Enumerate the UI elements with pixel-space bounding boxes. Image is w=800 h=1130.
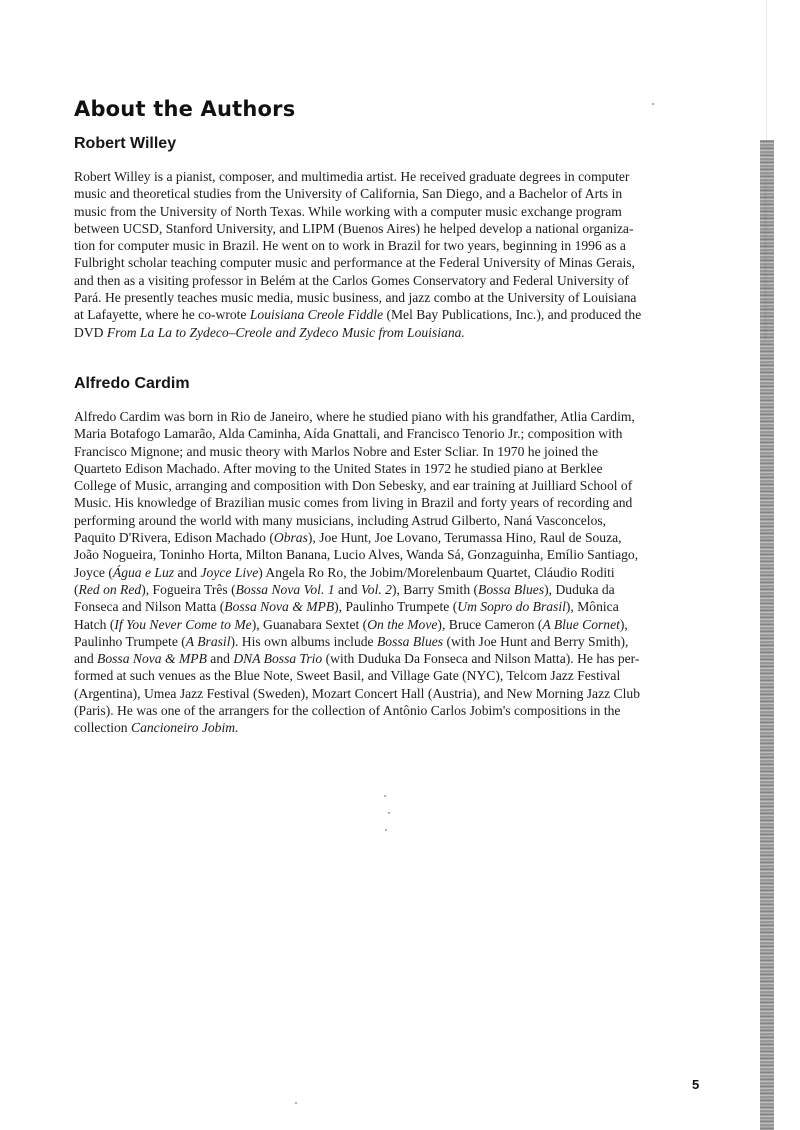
bio-text: and then as a visiting professor in Belém at the Carlos Gomes Conservatory and Federal University of [74, 272, 629, 288]
bio-line [74, 512, 676, 529]
bio-text: ), [619, 616, 628, 632]
bio-line [74, 220, 676, 237]
bio-line [74, 702, 676, 719]
author-bio-alfredo-cardim [74, 408, 676, 737]
bio-text: music from the University of North Texas. While working with a computer music exchange program [74, 203, 622, 219]
bio-text: and [206, 651, 234, 667]
bio-text: formed at such venues as the Blue Note, Sweet Basil, and Village Gate (NYC), Telcom Jazz Festival [74, 668, 621, 684]
bio-text: between UCSD, Stanford University, and LIPM (Buenos Aires) he helped develop a national organiza- [74, 220, 634, 236]
author-bio-robert-willey [74, 168, 676, 341]
bio-title-text: Um Sopro do Brasil [457, 599, 566, 615]
bio-line [74, 633, 676, 650]
bio-title-text: Vol. 2 [360, 581, 392, 597]
bio-text: at Lafayette, where he co-wrote [74, 307, 250, 323]
bio-text: ), Fogueira Três ( [141, 581, 236, 597]
bio-line [74, 494, 676, 511]
bio-text: Pará. He presently teaches music media, music business, and jazz combo at the University of Louisiana [74, 290, 637, 306]
author-name-alfredo-cardim: Alfredo Cardim [74, 375, 190, 392]
bio-line [74, 564, 676, 581]
bio-line [74, 667, 676, 684]
bio-line [74, 616, 676, 633]
bio-title-text: Red on Red [78, 581, 142, 597]
bio-text: Robert Willey is a pianist, composer, and multimedia artist. He received graduate degrees in computer [74, 169, 630, 184]
bio-text: ), Barry Smith ( [391, 581, 479, 597]
bio-text: Alfredo Cardim was born in Rio de Janeiro, where he studied piano with his grandfather, Atlia Cardim, [74, 409, 635, 424]
bio-text: (Argentina), Umea Jazz Festival (Sweden), Mozart Concert Hall (Austria), and New Morning Jazz Club [74, 685, 640, 701]
bio-text: ( [74, 581, 79, 597]
bio-line [74, 546, 676, 563]
page-title: About the Authors [74, 97, 296, 121]
bio-line [74, 324, 676, 341]
bio-line [74, 529, 676, 546]
bio-text: (with Duduka Da Fonseca and Nilson Matta). He has per- [322, 651, 640, 667]
bio-text: Paquito D'Rivera, Edison Machado ( [74, 530, 274, 546]
bio-line [74, 272, 676, 289]
bio-title-text: Louisiana Creole Fiddle [249, 307, 384, 323]
bio-title-text: Bossa Blues [478, 581, 545, 597]
bio-line [74, 185, 676, 202]
bio-line [74, 719, 676, 736]
bio-text: Music. His knowledge of Brazilian music comes from living in Brazil and forty years of recording and [74, 495, 633, 511]
bio-title-text: On the Move [367, 616, 438, 632]
bio-text: ), Guanabara Sextet ( [251, 616, 368, 632]
bio-title-text: Bossa Nova & MPB [224, 599, 335, 615]
bio-text: music and theoretical studies from the University of California, San Diego, and a Bachelor of Arts in [74, 186, 623, 202]
bio-line [74, 443, 676, 460]
page-number: 5 [692, 1077, 700, 1092]
bio-text: ) Angela Ro Ro, the Jobim/Morelenbaum Quartet, Cláudio Roditi [258, 564, 615, 580]
bio-text: DVD [74, 324, 107, 340]
bio-title-text: A Blue Cornet [542, 616, 620, 632]
bio-text: collection [74, 720, 131, 736]
author-name-robert-willey: Robert Willey [74, 135, 177, 152]
bio-line [74, 598, 676, 615]
bio-line [74, 254, 676, 271]
bio-text: Fonseca and Nilson Matta ( [74, 599, 225, 615]
bio-text: Maria Botafogo Lamarão, Alda Caminha, Aída Gnattali, and Francisco Tenorio Jr.; composition with [74, 426, 623, 442]
bio-line [74, 203, 676, 220]
bio-line [74, 477, 676, 494]
bio-text: Joyce ( [74, 564, 113, 580]
scan-speck [295, 1102, 297, 1104]
bio-text: João Nogueira, Toninho Horta, Milton Banana, Lucio Alves, Wanda Sá, Gonzaguinha, Emílio Santiago, [74, 547, 639, 563]
scan-speck [652, 103, 654, 105]
bio-title-text: From La La to Zydeco–Creole and Zydeco Music from Louisiana. [106, 324, 465, 340]
bio-text: Francisco Mignone; and music theory with Marlos Nobre and Ester Scliar. In 1970 he joined the [74, 443, 599, 459]
bio-line [74, 306, 676, 323]
bio-text: tion for computer music in Brazil. He went on to work in Brazil for two years, beginning in 1996 as a [74, 238, 626, 254]
bio-text: Paulinho Trumpete ( [74, 633, 186, 649]
bio-title-text: Bossa Nova Vol. 1 [235, 581, 335, 597]
bio-line [74, 237, 676, 254]
bio-text: ), Joe Hunt, Joe Lovano, Terumassa Hino, Raul de Souza, [307, 530, 622, 546]
bio-text: and [334, 581, 361, 597]
bio-text: Fulbright scholar teaching computer music and performance at the Federal University of Minas Gerais, [74, 255, 635, 271]
bio-text: ), Mônica [565, 599, 619, 615]
bio-text: Hatch ( [74, 616, 115, 632]
scan-speck [388, 812, 390, 814]
bio-line [74, 460, 676, 477]
bio-title-text: Água e Luz [112, 564, 175, 580]
bio-line [74, 425, 676, 442]
bio-text: performing around the world with many musicians, including Astrud Gilberto, Naná Vasconcelos, [74, 512, 607, 528]
bio-text: ), Paulinho Trumpete ( [334, 599, 458, 615]
bio-title-text: If You Never Come to Me [114, 616, 252, 632]
bio-title-text: DNA Bossa Trio [233, 651, 323, 667]
bio-line [74, 289, 676, 306]
bio-text: ), Bruce Cameron ( [437, 616, 543, 632]
scan-speck [385, 829, 387, 831]
bio-text: (Mel Bay Publications, Inc.), and produced the [383, 307, 642, 323]
bio-line [74, 168, 676, 185]
bio-title-text: Bossa Nova & MPB [97, 651, 207, 667]
bio-title-text: Cancioneiro Jobim. [131, 720, 239, 736]
bio-text: College of Music, arranging and composition with Don Sebesky, and ear training at Juilliard School of [74, 478, 633, 494]
bio-text: and [74, 651, 98, 667]
bio-title-text: Bossa Blues [376, 633, 444, 649]
scan-edge-artifact [760, 140, 774, 1130]
bio-title-text: Joyce Live [200, 564, 259, 580]
bio-text: ), Duduka da [544, 581, 615, 597]
bio-text: ). His own albums include [230, 633, 377, 649]
bio-line [74, 650, 676, 667]
scan-speck [384, 795, 386, 797]
bio-text: (Paris). He was one of the arrangers for the collection of Antônio Carlos Jobim's compositions in the [74, 703, 621, 719]
bio-line [74, 685, 676, 702]
bio-text: and [174, 564, 201, 580]
bio-title-text: Obras [273, 530, 308, 546]
bio-line [74, 408, 676, 425]
bio-line [74, 581, 676, 598]
bio-text: Quarteto Edison Machado. After moving to the United States in 1972 he studied piano at Berklee [74, 460, 603, 476]
bio-title-text: A Brasil [185, 633, 231, 649]
bio-text: (with Joe Hunt and Berry Smith), [443, 633, 629, 649]
